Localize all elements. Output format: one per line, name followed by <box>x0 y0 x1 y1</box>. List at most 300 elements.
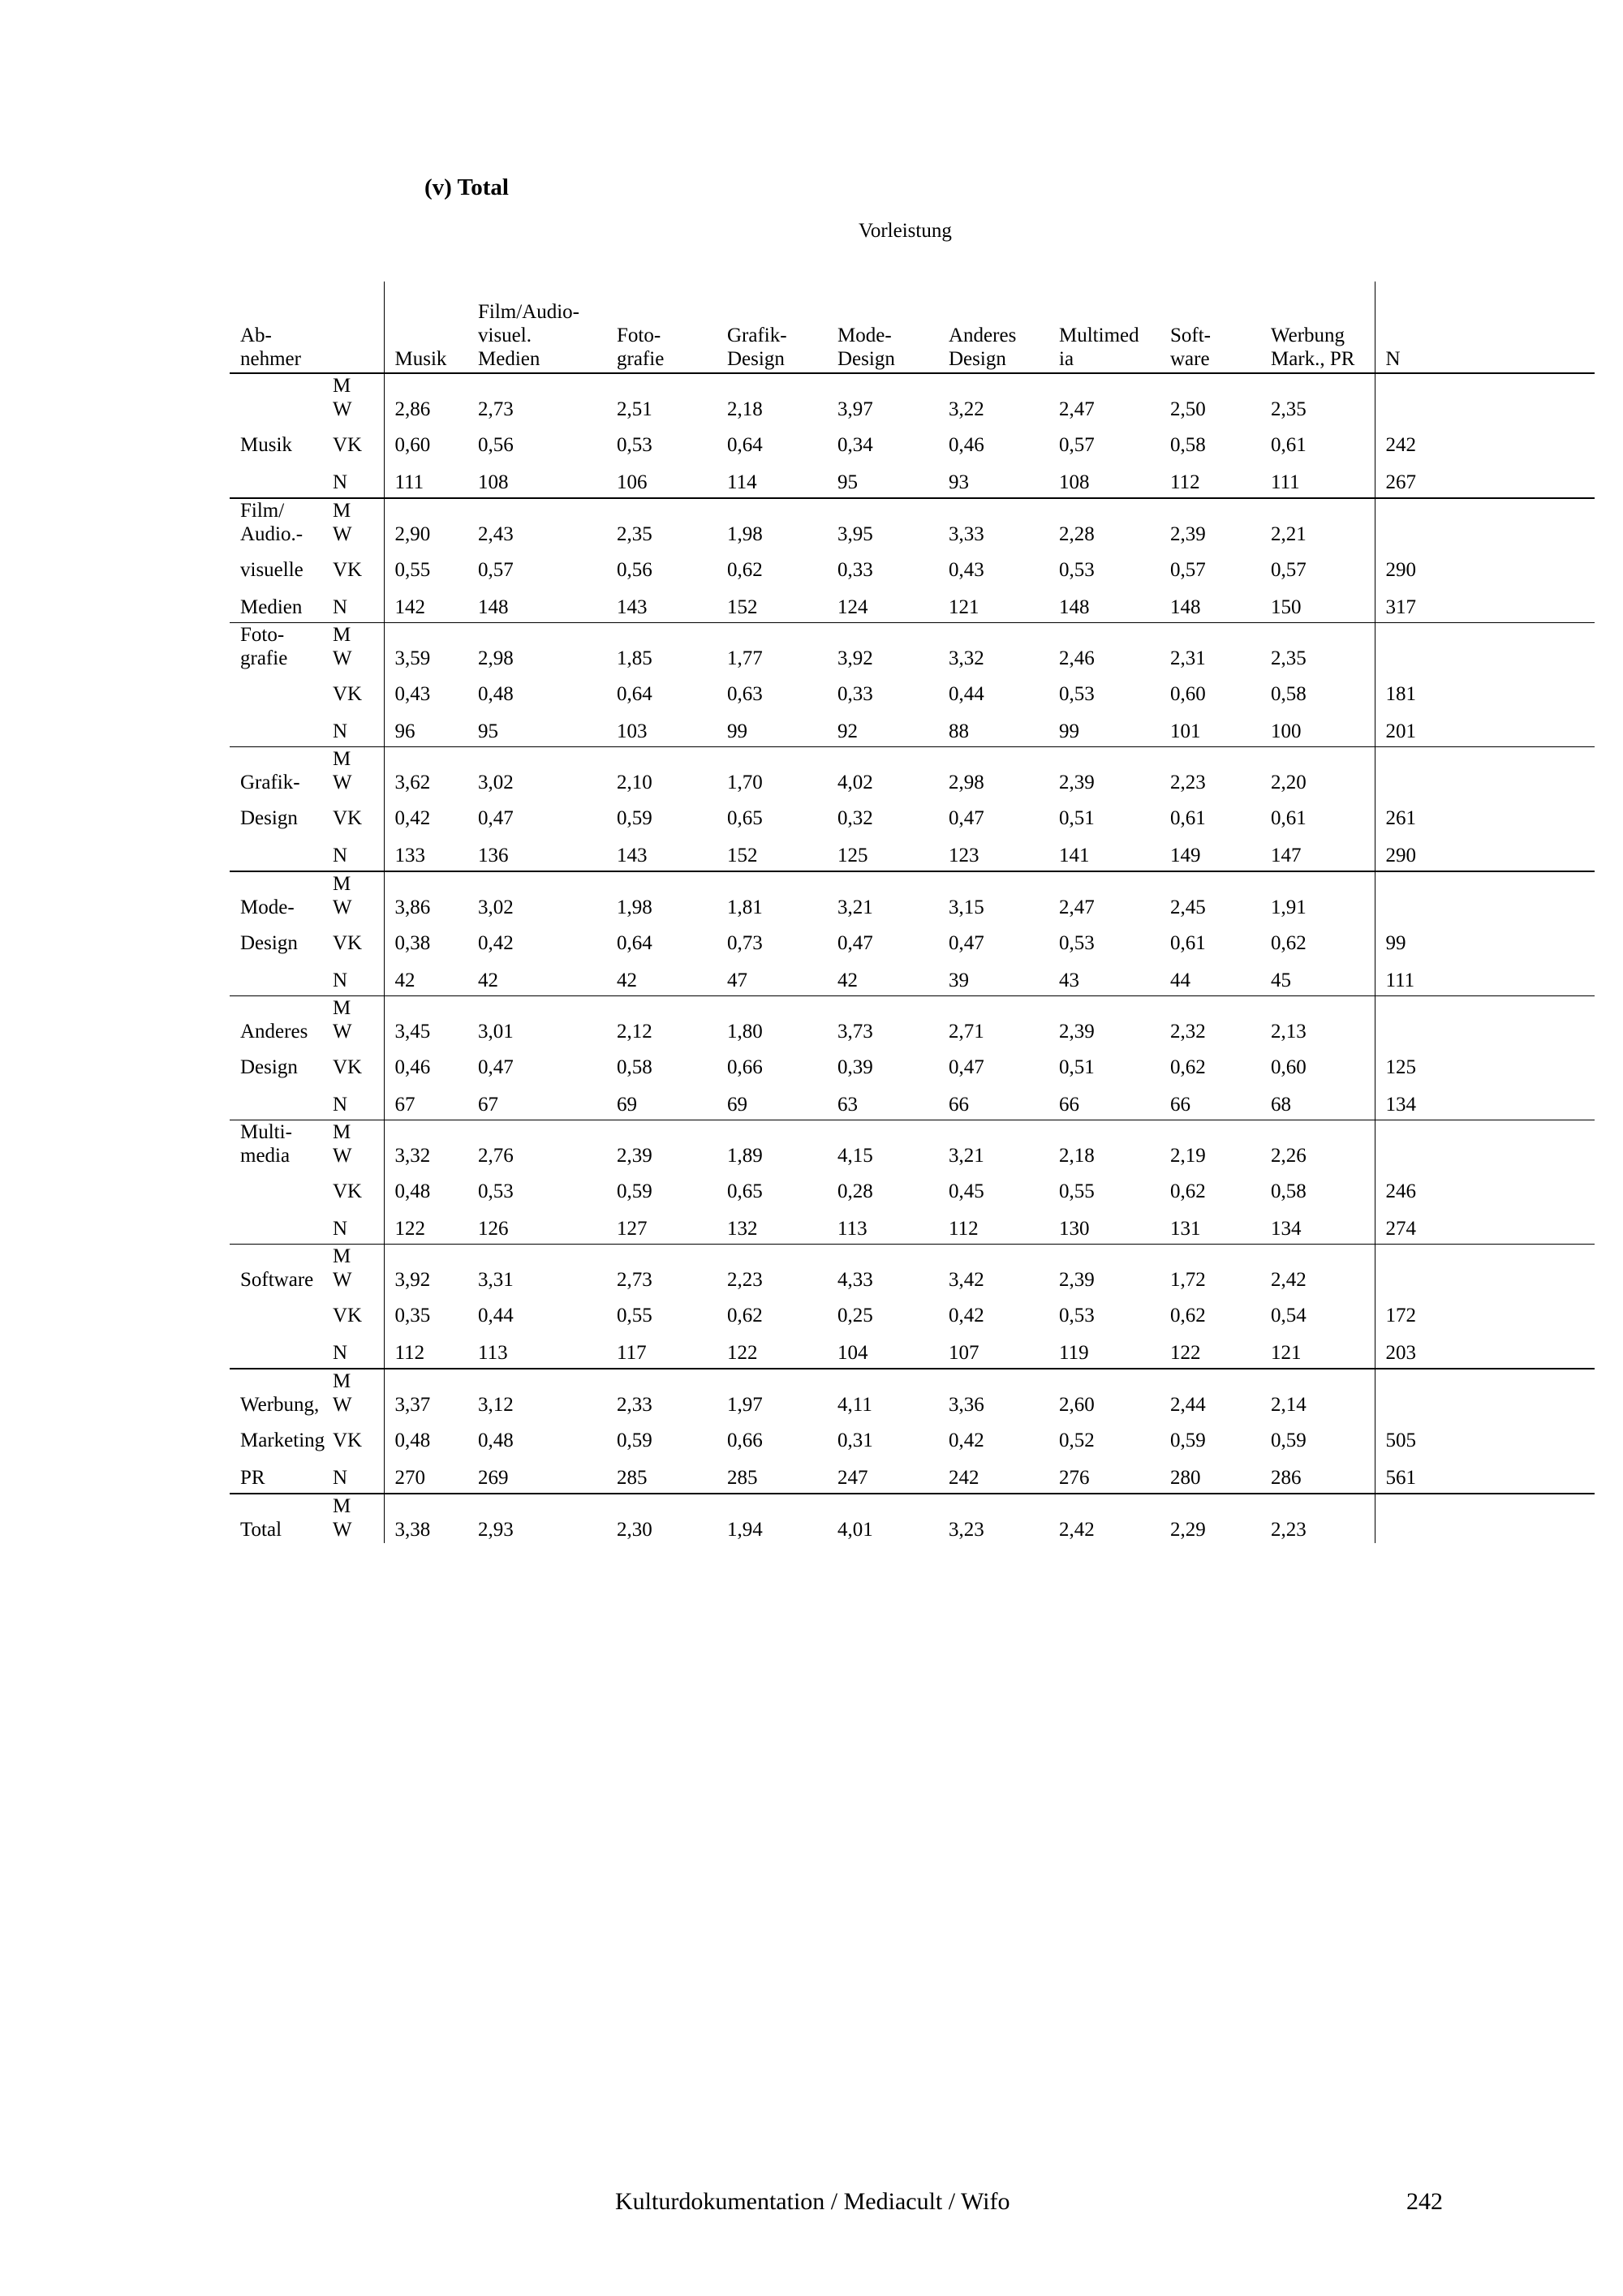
column-header <box>1160 282 1260 373</box>
table-cell: 39 <box>938 958 1048 996</box>
n-cell: 111 <box>1375 958 1595 996</box>
table-row <box>230 833 1595 871</box>
text-line: W <box>333 398 352 420</box>
table-cell: 0,61 <box>1271 434 1307 456</box>
table-row <box>230 996 1595 1046</box>
table-cell: 0,73 <box>727 932 763 954</box>
table-cell: 0,53 <box>1059 559 1095 581</box>
text-line: Film/Audio- <box>478 301 580 323</box>
table-cell: 66 <box>1048 1082 1160 1120</box>
table-row <box>230 460 1595 498</box>
table-cell: 148 <box>467 585 606 623</box>
table-cell: 2,42 <box>1059 1519 1095 1541</box>
table-cell: 131 <box>1160 1206 1260 1245</box>
text-line: Medien <box>478 348 540 370</box>
table-cell: 0,60 <box>1271 1056 1307 1078</box>
table-row <box>230 623 1595 673</box>
statistic-label <box>333 585 384 623</box>
table-cell: 2,39 <box>1059 1021 1095 1043</box>
table-cell: 276 <box>1048 1455 1160 1494</box>
n-cell: 181 <box>1375 672 1595 709</box>
table-cell: 92 <box>827 709 938 747</box>
table-cell: 0,47 <box>949 932 984 954</box>
table-cell: 2,29 <box>1170 1519 1206 1541</box>
table-cell: 1,70 <box>727 772 763 793</box>
row-label-header <box>230 282 333 373</box>
row-group-label: Multi- media <box>240 1121 292 1167</box>
text-line: Werbung <box>1271 325 1345 346</box>
table-cell: 0,55 <box>617 1305 652 1326</box>
n-cell <box>1375 747 1595 797</box>
table-cell: 130 <box>1048 1206 1160 1245</box>
column-spanner-heading: Vorleistung <box>859 220 952 242</box>
table-cell: 95 <box>827 460 938 498</box>
row-group-label <box>230 373 333 423</box>
table-cell: 0,62 <box>1170 1056 1206 1078</box>
table-cell: 2,28 <box>1059 523 1095 545</box>
n-cell <box>1375 996 1595 1046</box>
statistic-label <box>333 1418 384 1455</box>
table-cell: 0,53 <box>1059 683 1095 705</box>
table-cell: 121 <box>1260 1331 1375 1369</box>
statistic-label <box>333 1293 384 1331</box>
text-line: Design <box>949 348 1006 370</box>
table-cell: 101 <box>1160 709 1260 747</box>
table-cell: 132 <box>717 1206 827 1245</box>
table-cell: 0,48 <box>478 683 514 705</box>
statistic-label <box>333 423 384 460</box>
row-group-label: PR <box>230 1455 333 1494</box>
table-cell: 3,01 <box>478 1021 514 1043</box>
table-cell: 123 <box>938 833 1048 871</box>
table-cell: 3,21 <box>837 896 873 918</box>
table-cell: 4,02 <box>837 772 873 793</box>
row-group-label <box>230 1293 333 1331</box>
row-group-label <box>230 460 333 498</box>
table-cell: 136 <box>467 833 606 871</box>
table-cell: 3,23 <box>949 1519 984 1541</box>
table-cell: 0,59 <box>1271 1430 1307 1451</box>
table-cell: 4,33 <box>837 1269 873 1291</box>
table-cell: 0,42 <box>478 932 514 954</box>
table-row <box>230 498 1595 548</box>
table-cell: 2,18 <box>1059 1145 1095 1167</box>
table-cell: 0,33 <box>837 683 873 705</box>
table-cell: 0,62 <box>1170 1305 1206 1326</box>
text-line: N <box>333 471 348 493</box>
table-cell: 2,35 <box>617 523 652 545</box>
statistic-label <box>333 548 384 585</box>
table-cell: 0,58 <box>1271 1180 1307 1202</box>
table-cell: 3,97 <box>837 398 873 420</box>
table-cell: 47 <box>717 958 827 996</box>
n-cell <box>1375 373 1595 423</box>
text-line: Anderes <box>949 325 1017 346</box>
table-cell: 2,47 <box>1059 398 1095 420</box>
table-cell: 2,20 <box>1271 772 1307 793</box>
n-cell: 561 <box>1375 1455 1595 1494</box>
n-cell: 99 <box>1375 921 1595 958</box>
row-group-label: Film/ Audio.- <box>240 500 304 545</box>
table-cell: 0,66 <box>727 1056 763 1078</box>
table-cell: 107 <box>938 1331 1048 1369</box>
n-cell: 125 <box>1375 1045 1595 1082</box>
text-line: M <box>333 873 351 895</box>
statistic-label <box>333 1494 384 1543</box>
row-group-label: Software <box>240 1269 314 1291</box>
table-cell: 3,31 <box>478 1269 514 1291</box>
table-cell: 2,44 <box>1170 1394 1206 1416</box>
table-cell: 2,10 <box>617 772 652 793</box>
table-cell: 2,39 <box>617 1145 652 1167</box>
table-cell: 2,60 <box>1059 1394 1095 1416</box>
table-row <box>230 1082 1595 1120</box>
table-cell: 114 <box>717 460 827 498</box>
table-cell: 1,98 <box>727 523 763 545</box>
statistic-label <box>333 871 384 921</box>
table-cell: 108 <box>1048 460 1160 498</box>
table-cell: 2,31 <box>1170 647 1206 669</box>
table-cell: 143 <box>606 833 717 871</box>
table-cell: 0,47 <box>478 1056 514 1078</box>
table-cell: 2,23 <box>1271 1519 1307 1541</box>
table-cell: 0,32 <box>837 807 873 829</box>
table-cell: 143 <box>606 585 717 623</box>
statistic-label <box>333 796 384 833</box>
table-cell: 0,62 <box>1271 932 1307 954</box>
statistic-label <box>333 623 384 673</box>
text-line: VK <box>333 1180 363 1202</box>
table-cell: 0,57 <box>1059 434 1095 456</box>
text-line: VK <box>333 932 363 954</box>
table-cell: 0,34 <box>837 434 873 456</box>
table-cell: 0,58 <box>617 1056 652 1078</box>
statistic-label <box>333 672 384 709</box>
text-line: W <box>333 1269 352 1291</box>
table-cell: 0,53 <box>1059 932 1095 954</box>
column-header <box>467 282 606 373</box>
row-group-label: Mode- <box>240 896 295 918</box>
table-cell: 0,52 <box>1059 1430 1095 1451</box>
table-cell: 0,56 <box>478 434 514 456</box>
table-cell: 0,55 <box>384 548 467 585</box>
n-cell <box>1375 1494 1595 1543</box>
table-cell: 0,58 <box>1170 434 1206 456</box>
table-row <box>230 672 1595 709</box>
row-group-label <box>230 1169 333 1206</box>
text-line: W <box>333 1519 352 1541</box>
n-cell: 274 <box>1375 1206 1595 1245</box>
table-row <box>230 373 1595 423</box>
statistic-label <box>333 1369 384 1418</box>
table-cell: 103 <box>606 709 717 747</box>
text-line: VK <box>333 683 363 705</box>
table-cell: 1,85 <box>617 647 652 669</box>
row-group-label <box>230 709 333 747</box>
text-line: VK <box>333 1305 363 1326</box>
row-group-label <box>230 833 333 871</box>
table-cell: 0,53 <box>617 434 652 456</box>
header-row <box>230 282 1595 373</box>
text-line: Design <box>837 348 895 370</box>
statistic-label <box>333 958 384 996</box>
table-cell: 0,64 <box>617 683 652 705</box>
column-header <box>827 282 938 373</box>
text-line: N <box>1385 348 1401 370</box>
text-line: VK <box>333 434 363 456</box>
text-line: VK <box>333 559 363 581</box>
table-cell: 2,30 <box>617 1519 652 1541</box>
text-line: VK <box>333 1056 363 1078</box>
table-cell: 122 <box>384 1206 467 1245</box>
table-cell: 119 <box>1048 1331 1160 1369</box>
table-row <box>230 796 1595 833</box>
table-cell: 99 <box>1048 709 1160 747</box>
table-row <box>230 1369 1595 1418</box>
table-cell: 0,47 <box>949 807 984 829</box>
table-cell: 111 <box>1260 460 1375 498</box>
table-cell: 2,43 <box>478 523 514 545</box>
table-header <box>230 282 1595 373</box>
table-row <box>230 1120 1595 1170</box>
stat-header <box>333 282 384 373</box>
table-cell: 3,15 <box>949 896 984 918</box>
table-cell: 0,59 <box>617 807 652 829</box>
n-cell: 290 <box>1375 548 1595 585</box>
table-cell: 2,46 <box>1059 647 1095 669</box>
table-cell: 112 <box>1160 460 1260 498</box>
table-cell: 3,32 <box>949 647 984 669</box>
table-cell: 247 <box>827 1455 938 1494</box>
table-cell: 2,93 <box>478 1519 514 1541</box>
table-cell: 2,39 <box>1059 1269 1095 1291</box>
statistic-label <box>333 460 384 498</box>
table-cell: 148 <box>1048 585 1160 623</box>
table-cell: 117 <box>606 1331 717 1369</box>
table-cell: 285 <box>717 1455 827 1494</box>
table-cell: 2,12 <box>617 1021 652 1043</box>
statistic-label <box>333 498 384 548</box>
row-group-label: Total <box>240 1519 282 1541</box>
section-title: (v) Total <box>424 174 509 200</box>
table-cell: 2,71 <box>949 1021 984 1043</box>
table-row <box>230 1455 1595 1494</box>
table-cell: 1,81 <box>727 896 763 918</box>
text-line: M <box>333 1245 351 1267</box>
table-cell: 111 <box>384 460 467 498</box>
n-cell: 267 <box>1375 460 1595 498</box>
table-cell: 126 <box>467 1206 606 1245</box>
table-cell: 2,33 <box>617 1394 652 1416</box>
n-cell <box>1375 623 1595 673</box>
table-cell: 0,63 <box>727 683 763 705</box>
n-cell <box>1375 1369 1595 1418</box>
text-line: Mode- <box>837 325 892 346</box>
table-cell: 2,35 <box>1271 647 1307 669</box>
page-number: 242 <box>1406 2188 1443 2215</box>
text-line: M <box>333 1121 351 1143</box>
table-cell: 2,23 <box>1170 772 1206 793</box>
text-line: nehmer <box>240 348 301 370</box>
table-row <box>230 1418 1595 1455</box>
table-cell: 0,51 <box>1059 1056 1095 1078</box>
table-cell: 0,57 <box>1170 559 1206 581</box>
table-cell: 4,01 <box>837 1519 873 1541</box>
row-group-label: Design <box>240 932 298 954</box>
table-cell: 42 <box>606 958 717 996</box>
column-header <box>1260 282 1375 373</box>
column-header <box>384 282 467 373</box>
table-row <box>230 548 1595 585</box>
text-line: M <box>333 1370 351 1392</box>
table-cell: 0,58 <box>1271 683 1307 705</box>
table-row <box>230 423 1595 460</box>
table-cell: 0,57 <box>1271 559 1307 581</box>
table-cell: 133 <box>384 833 467 871</box>
table-cell: 0,64 <box>727 434 763 456</box>
table-cell: 0,47 <box>837 932 873 954</box>
table-cell: 269 <box>467 1455 606 1494</box>
table-cell: 2,14 <box>1271 1394 1307 1416</box>
table-cell: 113 <box>827 1206 938 1245</box>
table-cell: 0,62 <box>1170 1180 1206 1202</box>
row-group-label: Musik <box>240 434 292 456</box>
table-cell: 1,97 <box>727 1394 763 1416</box>
table-cell: 2,50 <box>1170 398 1206 420</box>
row-group-label <box>230 672 333 709</box>
table-cell: 3,92 <box>384 1245 467 1294</box>
table-cell: 0,59 <box>617 1430 652 1451</box>
table-cell: 69 <box>606 1082 717 1120</box>
table-cell: 2,73 <box>478 398 514 420</box>
table-cell: 2,51 <box>617 398 652 420</box>
table-cell: 93 <box>938 460 1048 498</box>
text-line: M <box>333 500 351 522</box>
text-line: W <box>333 772 352 793</box>
column-header <box>938 282 1048 373</box>
table-cell: 68 <box>1260 1082 1375 1120</box>
text-line: ware <box>1170 348 1210 370</box>
row-group-label: Medien <box>230 585 333 623</box>
statistic-label <box>333 709 384 747</box>
table-cell: 0,43 <box>384 672 467 709</box>
table-cell: 0,33 <box>837 559 873 581</box>
text-line: N <box>333 596 348 618</box>
text-line: W <box>333 1145 352 1167</box>
n-cell: 505 <box>1375 1418 1595 1455</box>
row-group-label <box>230 1082 333 1120</box>
table-cell: 3,36 <box>949 1394 984 1416</box>
statistic-label <box>333 1331 384 1369</box>
table-cell: 0,44 <box>949 683 984 705</box>
table-cell: 3,22 <box>949 398 984 420</box>
text-line: N <box>333 1094 348 1116</box>
text-line: W <box>333 647 352 669</box>
row-group-label: Design <box>240 807 298 829</box>
column-header <box>1048 282 1160 373</box>
row-group-label: Werbung, <box>240 1394 320 1416</box>
n-cell: 172 <box>1375 1293 1595 1331</box>
statistic-label <box>333 1455 384 1494</box>
text-line: M <box>333 997 351 1019</box>
row-group-label <box>230 1331 333 1369</box>
table-cell: 286 <box>1260 1455 1375 1494</box>
table-cell: 1,89 <box>727 1145 763 1167</box>
table-cell: 0,64 <box>617 932 652 954</box>
text-line: M <box>333 624 351 646</box>
table-cell: 0,42 <box>949 1305 984 1326</box>
table-cell: 4,15 <box>837 1145 873 1167</box>
table-cell: 0,57 <box>478 559 514 581</box>
n-cell: 242 <box>1375 423 1595 460</box>
text-line: N <box>333 1342 348 1364</box>
table-cell: 122 <box>717 1331 827 1369</box>
table-row <box>230 709 1595 747</box>
footer-text: Kulturdokumentation / Mediacult / Wifo <box>615 2188 1010 2215</box>
column-header <box>1375 282 1595 373</box>
table-cell: 0,42 <box>384 796 467 833</box>
table-cell: 0,25 <box>837 1305 873 1326</box>
table-cell: 2,13 <box>1271 1021 1307 1043</box>
table-cell: 152 <box>717 833 827 871</box>
table-cell: 0,48 <box>384 1169 467 1206</box>
table-cell: 285 <box>606 1455 717 1494</box>
text-line: M <box>333 748 351 770</box>
table-cell: 0,47 <box>478 807 514 829</box>
text-line: Foto- <box>617 325 661 346</box>
table-cell: 134 <box>1260 1206 1375 1245</box>
n-cell: 317 <box>1375 585 1595 623</box>
statistic-label <box>333 1206 384 1245</box>
table-cell: 0,60 <box>1170 683 1206 705</box>
table-cell: 124 <box>827 585 938 623</box>
table-cell: 121 <box>938 585 1048 623</box>
table-cell: 113 <box>467 1331 606 1369</box>
n-cell <box>1375 498 1595 548</box>
table-cell: 1,98 <box>617 896 652 918</box>
n-cell: 246 <box>1375 1169 1595 1206</box>
text-line: VK <box>333 807 363 829</box>
table-cell: 0,61 <box>1170 807 1206 829</box>
table-cell: 3,38 <box>384 1494 467 1543</box>
table-cell: 3,86 <box>384 871 467 921</box>
table-cell: 0,31 <box>837 1430 873 1451</box>
table-cell: 3,95 <box>837 523 873 545</box>
column-header <box>717 282 827 373</box>
table-cell: 2,90 <box>384 498 467 548</box>
statistic-label <box>333 747 384 797</box>
table-cell: 1,80 <box>727 1021 763 1043</box>
text-line: Soft- <box>1170 325 1211 346</box>
text-line: Grafik- <box>727 325 787 346</box>
n-cell <box>1375 1245 1595 1294</box>
table-cell: 0,56 <box>617 559 652 581</box>
table-cell: 0,39 <box>837 1056 873 1078</box>
table-cell: 43 <box>1048 958 1160 996</box>
text-line: M <box>333 1495 351 1517</box>
table-cell: 2,32 <box>1170 1021 1206 1043</box>
table-cell: 108 <box>467 460 606 498</box>
table-cell: 3,12 <box>478 1394 514 1416</box>
table-cell: 0,47 <box>949 1056 984 1078</box>
table-row <box>230 1245 1595 1294</box>
text-line: Ab- <box>240 325 272 346</box>
statistic-label <box>333 1120 384 1170</box>
text-line: VK <box>333 1430 363 1451</box>
table-cell: 99 <box>717 709 827 747</box>
table-row <box>230 747 1595 797</box>
table-cell: 2,47 <box>1059 896 1095 918</box>
